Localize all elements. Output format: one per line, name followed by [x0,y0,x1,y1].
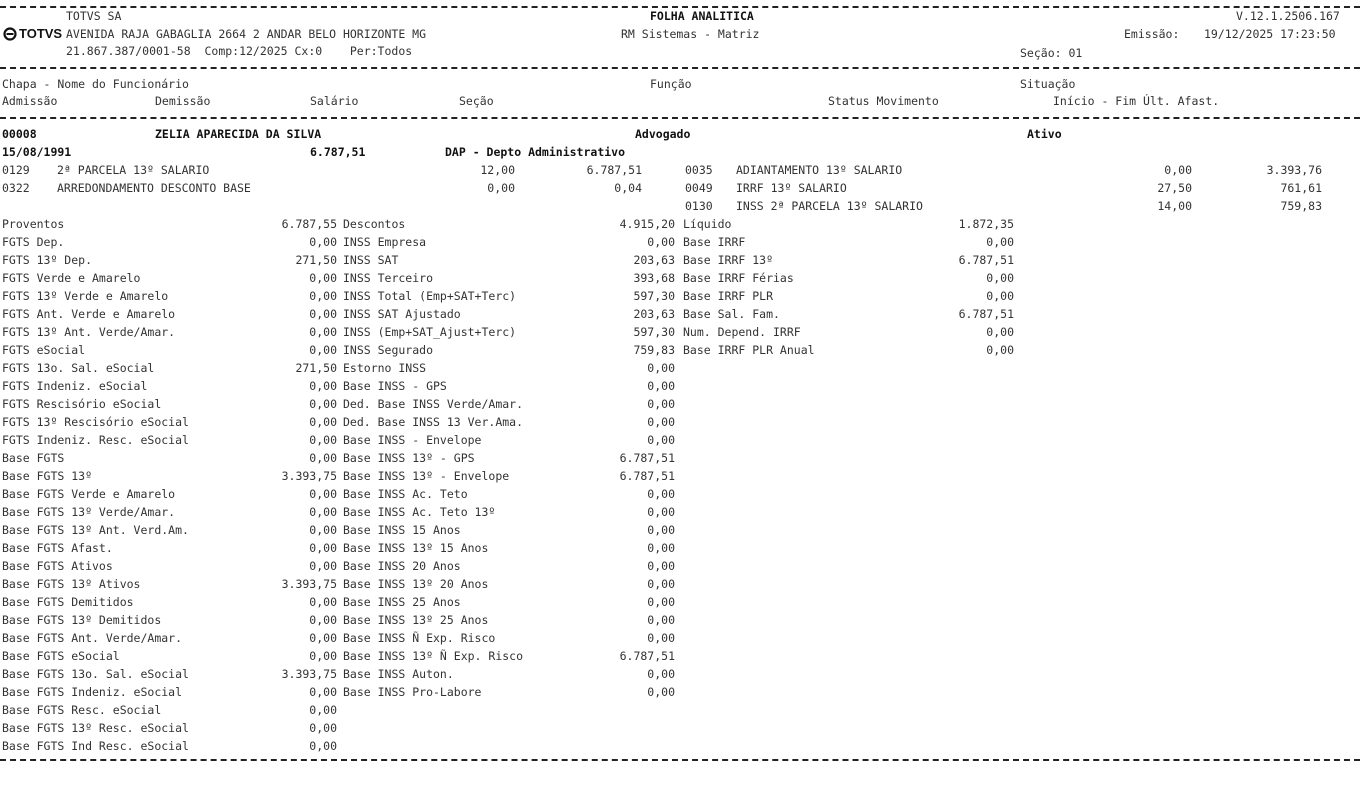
company-name: TOTVS SA [66,9,122,23]
cnpj-line: 21.867.387/0001-58 Comp:12/2025 Cx:0 Per:Todos [66,44,413,58]
total-label: Base INSS Ac. Teto 13º [343,505,496,519]
total-label: Base INSS 13º 25 Anos [343,613,489,627]
total-label: Base FGTS 13º Ativos [2,577,141,591]
total-label: Base FGTS Resc. eSocial [2,703,162,717]
emissao-label: Emissão: [1124,27,1180,41]
total-value: 271,50 [295,361,337,375]
total-value: 0,00 [309,505,337,519]
total-label: Base INSS - GPS [343,379,447,393]
total-value: 6.787,51 [619,451,675,465]
total-value: 0,00 [309,685,337,699]
total-label: INSS SAT Ajustado [343,307,461,321]
event-code: 0322 [2,181,30,195]
total-label: Base IRRF PLR Anual [683,343,815,357]
total-label: Base INSS - Envelope [343,433,482,447]
logo-text: TOTVS [19,26,63,41]
total-label: FGTS Verde e Amarelo [2,271,141,285]
total-value: 0,00 [309,451,337,465]
event-ref: 14,00 [1157,199,1192,213]
total-value: 0,00 [309,379,337,393]
event-desc: ADIANTAMENTO 13º SALARIO [736,163,903,177]
secao-label: Seção: 01 [1020,46,1083,60]
total-value: 0,00 [309,559,337,573]
total-value: 0,00 [309,343,337,357]
total-value: 0,00 [309,271,337,285]
event-value: 761,61 [1280,181,1322,195]
total-label: FGTS 13º Dep. [2,253,93,267]
total-label: Base FGTS Verde e Amarelo [2,487,176,501]
total-label: FGTS Rescisório eSocial [2,397,162,411]
total-value: 0,00 [647,631,675,645]
total-value: 0,00 [309,703,337,717]
total-value: 203,63 [633,307,675,321]
col-secao: Seção [459,94,494,108]
total-label: Base INSS 25 Anos [343,595,461,609]
employee-situacao: Ativo [1027,127,1062,141]
total-label: Base FGTS Indeniz. eSocial [2,685,183,699]
total-value: 0,00 [309,523,337,537]
total-label: FGTS Indeniz. eSocial [2,379,148,393]
total-label: INSS Total (Emp+SAT+Terc) [343,289,517,303]
total-label: INSS Terceiro [343,271,434,285]
event-desc: INSS 2ª PARCELA 13º SALARIO [736,199,923,213]
total-value: 0,00 [986,325,1014,339]
total-value: 0,00 [647,577,675,591]
total-value: 3.393,75 [281,667,337,681]
total-label: Base FGTS 13º Demitidos [2,613,162,627]
event-code: 0035 [685,163,713,177]
total-value: 0,00 [309,415,337,429]
total-label: Base FGTS 13º Verde/Amar. [2,505,176,519]
total-value: 759,83 [633,343,675,357]
total-label: Base FGTS 13º [2,469,93,483]
col-chapa-nome: Chapa - Nome do Funcionário [2,77,189,91]
totvs-logo-icon [3,27,17,41]
total-label: Base FGTS Afast. [2,541,113,555]
employee-name: ZELIA APARECIDA DA SILVA [155,127,322,141]
total-value: 0,00 [647,523,675,537]
total-value: 0,00 [647,685,675,699]
total-value: 0,00 [309,325,337,339]
total-label: Base FGTS [2,451,65,465]
total-label: Ded. Base INSS Verde/Amar. [343,397,524,411]
employee-salario: 6.787,51 [310,145,366,159]
total-value: 0,00 [309,433,337,447]
total-label: INSS Empresa [343,235,427,249]
total-label: Base IRRF Férias [683,271,794,285]
total-label: FGTS 13º Rescisório eSocial [2,415,189,429]
total-value: 203,63 [633,253,675,267]
total-value: 0,00 [309,307,337,321]
total-value: 3.393,75 [281,577,337,591]
total-value: 0,00 [647,505,675,519]
event-desc: IRRF 13º SALARIO [736,181,847,195]
total-label: FGTS Dep. [2,235,65,249]
report-title: FOLHA ANALITICA [650,9,754,23]
event-value: 6.787,51 [586,163,642,177]
col-inicio-fim-afast: Início - Fim Últ. Afast. [1053,94,1220,108]
total-label: Base INSS Auton. [343,667,454,681]
total-value: 6.787,51 [619,469,675,483]
total-value: 0,00 [986,289,1014,303]
total-label: Base FGTS eSocial [2,649,120,663]
total-label: Base INSS 13º - Envelope [343,469,510,483]
event-ref: 12,00 [480,163,515,177]
separator-bottom [0,759,1360,761]
total-label: Líquido [683,217,732,231]
total-value: 0,00 [309,721,337,735]
total-value: 597,30 [633,325,675,339]
total-label: Base INSS Ñ Exp. Risco [343,631,496,645]
total-label: INSS Segurado [343,343,434,357]
total-value: 0,00 [309,613,337,627]
total-label: Base Sal. Fam. [683,307,780,321]
total-value: 0,00 [986,343,1014,357]
total-value: 0,00 [309,739,337,753]
col-salario: Salário [310,94,359,108]
total-label: Base INSS Ac. Teto [343,487,468,501]
total-value: 0,00 [647,379,675,393]
employee-admissao: 15/08/1991 [2,145,72,159]
total-value: 0,00 [986,271,1014,285]
total-value: 393,68 [633,271,675,285]
total-value: 0,00 [309,649,337,663]
total-label: INSS (Emp+SAT_Ajust+Terc) [343,325,517,339]
total-value: 0,00 [647,361,675,375]
total-label: FGTS 13º Verde e Amarelo [2,289,169,303]
col-status-movimento: Status Movimento [828,94,939,108]
total-value: 0,00 [647,415,675,429]
total-label: Base FGTS Ant. Verde/Amar. [2,631,183,645]
total-label: Base INSS 13º - GPS [343,451,475,465]
total-label: Base INSS 20 Anos [343,559,461,573]
event-ref: 0,00 [1164,163,1192,177]
total-value: 0,00 [647,559,675,573]
total-value: 0,00 [309,487,337,501]
total-value: 0,00 [647,595,675,609]
report-subtitle: RM Sistemas - Matriz [621,27,760,41]
total-label: Base FGTS 13º Resc. eSocial [2,721,189,735]
separator-columns [0,117,1360,119]
separator-header [0,67,1360,69]
total-value: 3.393,75 [281,469,337,483]
total-label: Descontos [343,217,406,231]
total-label: FGTS 13o. Sal. eSocial [2,361,155,375]
total-value: 0,00 [309,595,337,609]
company-address: AVENIDA RAJA GABAGLIA 2664 2 ANDAR BELO HORIZONTE MG [66,27,427,41]
event-code: 0049 [685,181,713,195]
total-value: 6.787,51 [958,307,1014,321]
version: V.12.1.2506.167 [1236,9,1340,23]
total-value: 0,00 [647,613,675,627]
total-value: 0,00 [647,667,675,681]
total-label: Base INSS 13º 15 Anos [343,541,489,555]
total-label: Base IRRF 13º [683,253,774,267]
total-label: Base FGTS 13o. Sal. eSocial [2,667,189,681]
total-label: Base FGTS 13º Ant. Verd.Am. [2,523,189,537]
event-desc: 2ª PARCELA 13º SALARIO [57,163,210,177]
event-ref: 27,50 [1157,181,1192,195]
total-value: 0,00 [647,541,675,555]
col-admissao: Admissão [2,94,58,108]
total-label: FGTS Indeniz. Resc. eSocial [2,433,189,447]
total-label: FGTS eSocial [2,343,86,357]
total-label: Base FGTS Demitidos [2,595,134,609]
event-value: 0,04 [614,181,642,195]
total-value: 597,30 [633,289,675,303]
total-label: Base INSS 13º 20 Anos [343,577,489,591]
total-label: Base IRRF [683,235,746,249]
total-value: 271,50 [295,253,337,267]
employee-secao: DAP - Depto Administrativo [445,145,626,159]
event-code: 0129 [2,163,30,177]
event-value: 759,83 [1280,199,1322,213]
total-label: Proventos [2,217,65,231]
event-value: 3.393,76 [1266,163,1322,177]
total-value: 0,00 [309,631,337,645]
col-funcao: Função [650,77,692,91]
total-value: 0,00 [309,397,337,411]
total-label: FGTS 13º Ant. Verde/Amar. [2,325,176,339]
total-label: INSS SAT [343,253,399,267]
emissao-value: 19/12/2025 17:23:50 [1204,27,1336,41]
total-label: Base INSS 15 Anos [343,523,461,537]
total-label: FGTS Ant. Verde e Amarelo [2,307,176,321]
event-desc: ARREDONDAMENTO DESCONTO BASE [57,181,251,195]
total-label: Num. Depend. IRRF [683,325,801,339]
total-label: Base INSS 13º Ñ Exp. Risco [343,649,524,663]
total-value: 0,00 [647,235,675,249]
total-label: Base FGTS Ind Resc. eSocial [2,739,189,753]
total-label: Base IRRF PLR [683,289,774,303]
event-code: 0130 [685,199,713,213]
employee-funcao: Advogado [635,127,691,141]
col-demissao: Demissão [155,94,211,108]
total-value: 0,00 [647,433,675,447]
total-value: 6.787,51 [958,253,1014,267]
total-value: 0,00 [647,397,675,411]
total-label: Ded. Base INSS 13 Ver.Ama. [343,415,524,429]
event-ref: 0,00 [487,181,515,195]
totvs-logo [3,26,62,41]
total-label: Estorno INSS [343,361,427,375]
col-situacao: Situação [1020,77,1076,91]
total-value: 4.915,20 [619,217,675,231]
total-value: 1.872,35 [958,217,1014,231]
total-label: Base INSS Pro-Labore [343,685,482,699]
total-value: 0,00 [309,541,337,555]
total-label: Base FGTS Ativos [2,559,113,573]
total-value: 0,00 [309,289,337,303]
total-value: 6.787,55 [281,217,337,231]
total-value: 6.787,51 [619,649,675,663]
total-value: 0,00 [647,487,675,501]
total-value: 0,00 [986,235,1014,249]
total-value: 0,00 [309,235,337,249]
employee-chapa: 00008 [2,127,37,141]
